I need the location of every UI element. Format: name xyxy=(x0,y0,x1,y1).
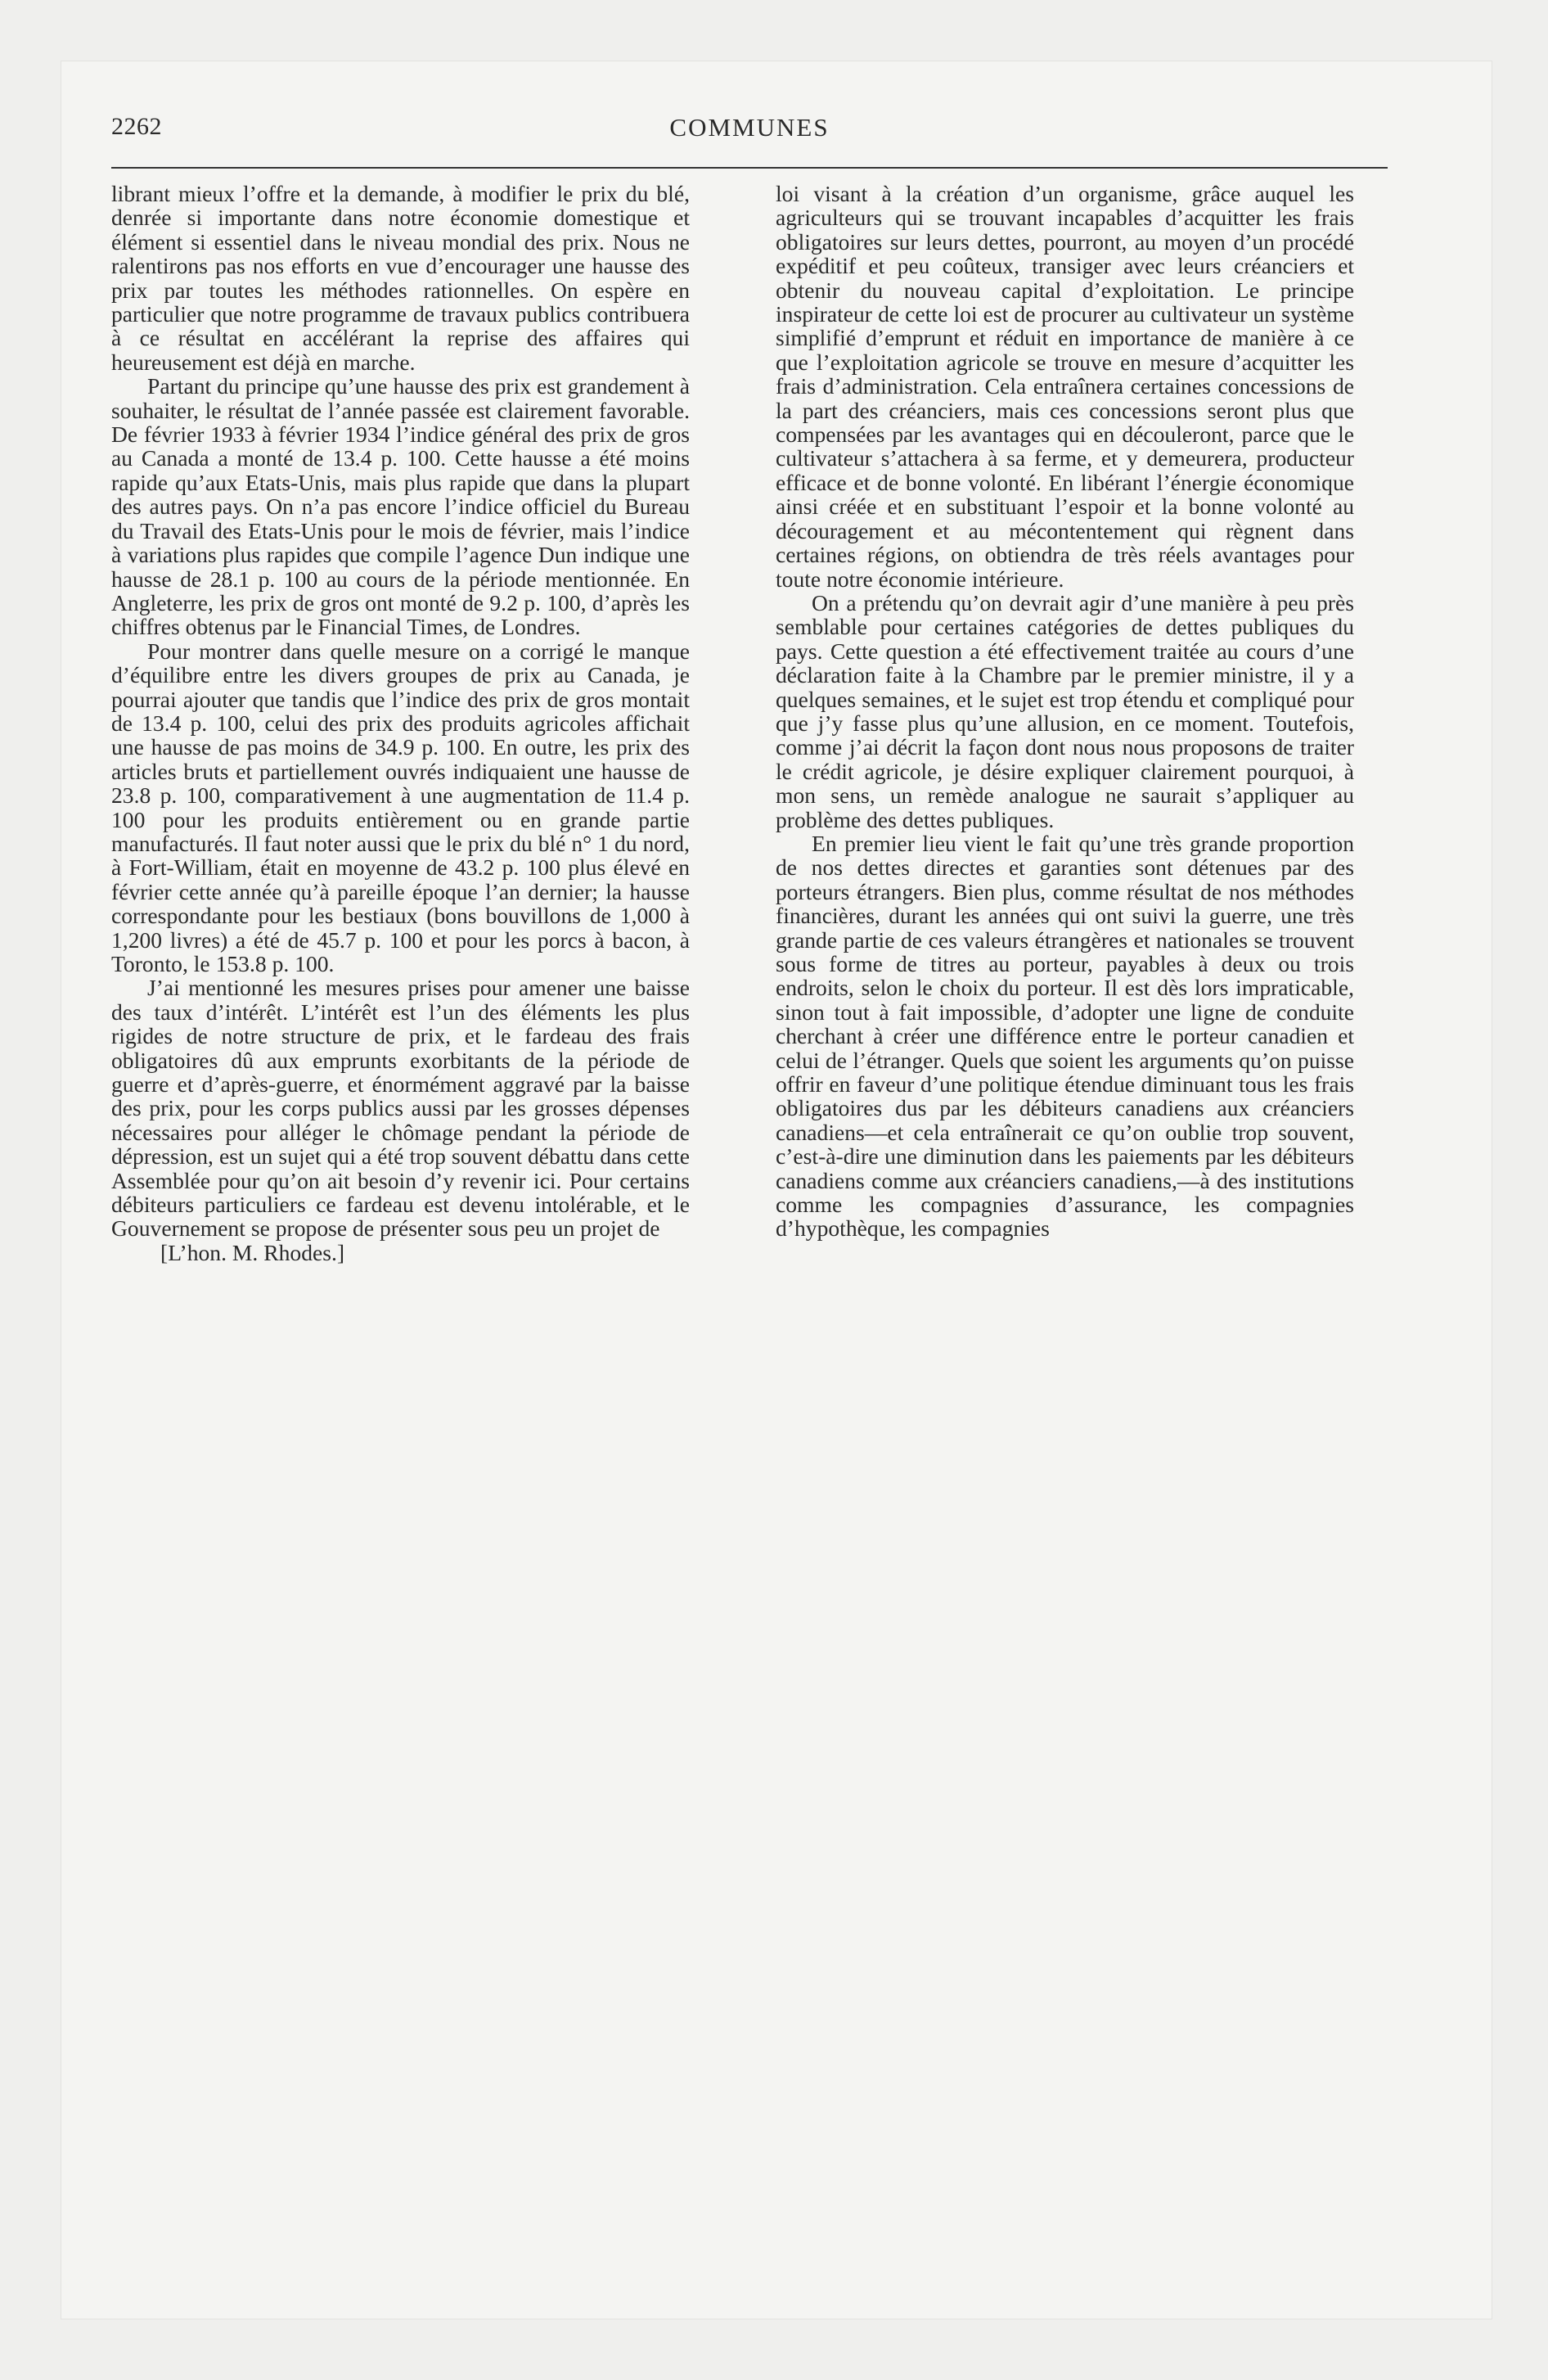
right-column xyxy=(776,182,1354,1241)
right-paragraph-2: On a prétendu qu’on devrait agir d’une manière à peu près semblable pour certaines catégories de dettes publiques du pays. Cette question a été effectivement traitée au cours d’une déclaration faite à la Chambre par le premier ministre, il y a quelques semaines, et le sujet est trop étendu et compliqué pour que j’y fasse plus qu’une allusion, en ce moment. Toutefois, comme j’ai décrit la façon dont nous nous proposons de traiter le crédit agricole, je désire expliquer clairement pourquoi, à mon sens, un remède analogue ne saurait s’appliquer au problème des dettes publiques. xyxy=(776,589,1354,832)
left-paragraph-3: Pour montrer dans quelle mesure on a corrigé le manque d’équilibre entre les divers groupes de prix au Canada, je pourrai ajouter que tandis que l’indice des prix de gros montait de 13.4 p. 100, celui des prix des produits agricoles affichait une hausse de pas moins de 34.9 p. 100. En outre, les prix des articles bruts et partiellement ouvrés indiquaient une hausse de 23.8 p. 100, comparativement à une augmentation de 11.4 p. 100 pour les produits entièrement ou en grande partie manufacturés. Il faut noter aussi que le prix du blé n° 1 du nord, à Fort-William, était en moyenne de 43.2 p. 100 plus élevé en février cette année qu’à pareille époque l’an dernier; la hausse correspondante pour les bestiaux (bons bouvillons de 1,000 à 1,200 livres) a été de 45.7 p. 100 et pour les porcs à bacon, à Toronto, le 153.8 p. 100. xyxy=(111,638,690,976)
left-paragraph-4: J’ai mentionné les mesures prises pour amener une baisse des taux d’intérêt. L’intérêt est l’un des éléments les plus rigides de notre structure de prix, et le fardeau des frais obligatoires dû aux emprunts exorbitants de la période de guerre et d’après-guerre, et énormément aggravé par la baisse des prix, pour les corps publics aussi par les grosses dépenses nécessaires pour alléger le chômage pendant la période de dépression, est un sujet qui a été trop souvent débattu dans cette Assemblée pour qu’on ait besoin d’y revenir ici. Pour certains débiteurs particuliers ce fardeau est devenu intolérable, et le Gouvernement se propose de présenter sous peu un projet de xyxy=(111,975,690,1242)
header-rule xyxy=(111,167,1388,169)
right-paragraph-3: En premier lieu vient le fait qu’une très grande proportion de nos dettes directes et garanties sont détenues par des porteurs étrangers. Bien plus, comme résultat de nos méthodes financières, durant les années qui ont suivi la guerre, une très grande partie de ces valeurs étrangères et nationales se trouvent sous forme de titres au porteur, payables à deux ou trois endroits, selon le choix du porteur. Il est dès lors impraticable, sinon tout à fait impossible, d’adopter une ligne de conduite cherchant à créer une différence entre le porteur canadien et celui de l’étranger. Quels que soient les arguments qu’on puisse offrir en faveur d’une politique étendue diminuant tous les frais obligatoires dus par les débiteurs canadiens aux créanciers canadiens—et cela entraînerait ce qu’on oublie trop souvent, c’est-à-dire une diminution dans les paiements par les débiteurs canadiens comme aux créanciers canadiens,—à des institutions comme les compagnies d’assurance, les compagnies d’hypothèque, les compagnies xyxy=(776,830,1354,1242)
running-head: COMMUNES xyxy=(669,113,830,142)
right-paragraph-1: loi visant à la création d’un organisme, grâce auquel les agriculteurs qui se trouvant incapables d’acquitter les frais obligatoires sur leurs dettes, pourront, au moyen d’un procédé expéditif et peu coûteux, transiger avec leurs créanciers et obtenir du nouveau capital d’exploitation. Le principe inspirateur de cette loi est de procurer au cultivateur un système simplifié d’emprunt et réduit en importance de manière à ce que l’exploitation agricole se trouve en mesure d’acquitter les frais d’administration. Cela entraînera certaines concessions de la part des créanciers, mais ces concessions seront plus que compensées par les avantages qui en découleront, parce que le cultivateur s’attachera à sa ferme, et y demeurera, producteur efficace et de bonne volonté. En libérant l’énergie économique ainsi créée et en substituant l’espoir et la bonne volonté au découragement et au mécontentement qui règnent dans certaines régions, on obtiendra de très réels avantages pour toute notre économie intérieure. xyxy=(776,181,1354,592)
page-header xyxy=(111,113,1388,154)
page-number: 2262 xyxy=(111,113,162,140)
left-paragraph-2: Partant du principe qu’une hausse des prix est grandement à souhaiter, le résultat de l’année passée est clairement favorable. De février 1933 à février 1934 l’indice général des prix de gros au Canada a monté de 13.4 p. 100. Cette hausse a été moins rapide qu’aux Etats-Unis, mais plus rapide que dans la plupart des autres pays. On n’a pas encore l’indice officiel du Bureau du Travail des Etats-Unis pour le mois de février, mais l’indice à variations plus rapides que compile l’agence Dun indique une hausse de 28.1 p. 100 au cours de la période mentionnée. En Angleterre, les prix de gros ont monté de 9.2 p. 100, d’après les chiffres obtenus par le Financial Times, de Londres. xyxy=(111,373,690,640)
speaker-signature: [L’hon. M. Rhodes.] xyxy=(160,1239,345,1265)
left-column xyxy=(111,182,690,1264)
left-paragraph-1: librant mieux l’offre et la demande, à modifier le prix du blé, denrée si importante dans notre économie domestique et élément si essentiel dans le niveau mondial des prix. Nous ne ralentirons pas nos efforts en vue d’encourager une hausse des prix par toutes les méthodes rationnelles. On espère en particulier que notre programme de travaux publics contribuera à ce résultat en accélérant la reprise des affaires qui heureusement est déjà en marche. xyxy=(111,181,690,375)
